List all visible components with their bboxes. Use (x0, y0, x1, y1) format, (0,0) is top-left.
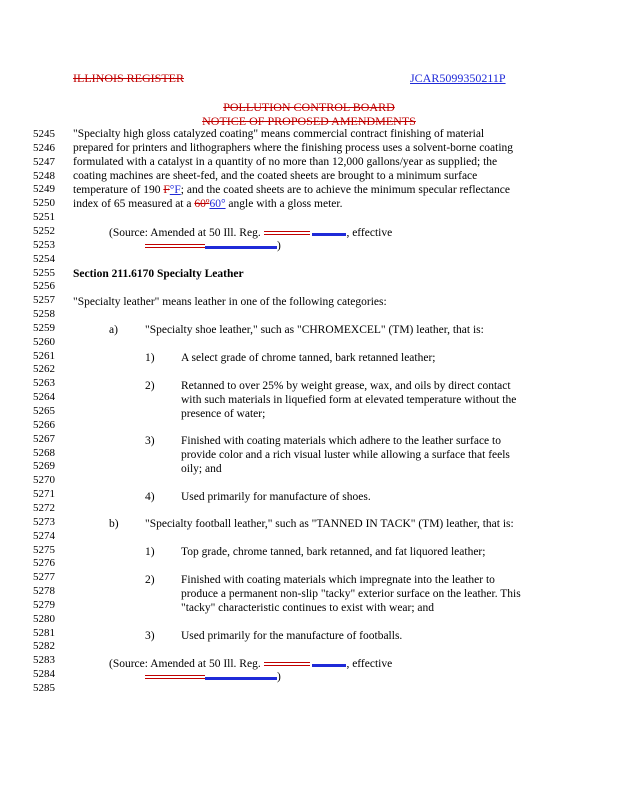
inserted-text: °F (169, 184, 181, 196)
subitem-text: Top grade, chrome tanned, bark retanned, and fat liquored leather; (181, 546, 486, 558)
line-number: 5258 (33, 308, 55, 321)
source-note (109, 227, 392, 240)
line-number: 5268 (33, 446, 55, 459)
subitem-label: 3) (145, 630, 155, 642)
line-number: 5270 (33, 474, 55, 487)
subitem-text: Used primarily for the manufacture of footballs. (181, 630, 403, 642)
deleted-blank (264, 231, 310, 235)
line-number: 5264 (33, 391, 55, 404)
source-text: (Source: Amended at 50 Ill. Reg. (109, 227, 261, 239)
line-number: 5271 (33, 488, 55, 501)
subitem-label: 2) (145, 380, 155, 392)
intro-text: "Specialty leather" means leather in one of the following categories: (73, 296, 387, 308)
subitem-text: provide color and a rich visual luster while allowing a surface that feels (181, 449, 510, 461)
register-title: ILLINOIS REGISTER (73, 71, 184, 85)
line-number: 5249 (33, 183, 55, 196)
inserted-text: 60° (209, 198, 226, 210)
para-line: coating machines are sheet-fed, and the coated sheets are brought to a minimum surface (73, 170, 478, 182)
deleted-blank (145, 244, 205, 248)
line-number: 5261 (33, 349, 55, 362)
section-heading: Section 211.6170 Specialty Leather (73, 268, 244, 280)
item-label: a) (109, 324, 118, 336)
subitem-text: Finished with coating materials which adhere to the leather surface to (181, 435, 501, 447)
board-title: POLLUTION CONTROL BOARD (223, 100, 395, 114)
subitem-text: presence of water; (181, 408, 266, 420)
source-close: ) (277, 240, 281, 252)
source-close: ) (277, 671, 281, 683)
para-line: prepared for printers and lithographers where the finishing process uses a solvent-borne coating (73, 142, 514, 154)
text-segment: angle with a gloss meter. (225, 198, 343, 210)
line-number: 5276 (33, 557, 55, 570)
line-number: 5275 (33, 543, 55, 556)
subitem-text: Retanned to over 25% by weight grease, wax, and oils by direct contact (181, 380, 511, 392)
line-number: 5267 (33, 432, 55, 445)
line-number: 5260 (33, 335, 55, 348)
line-number: 5259 (33, 321, 55, 334)
line-number: 5252 (33, 224, 55, 237)
line-number: 5262 (33, 363, 55, 376)
line-number: 5263 (33, 377, 55, 390)
text-segment: index of 65 measured at a (73, 198, 195, 210)
deleted-text: 60º (194, 198, 210, 210)
item-text: "Specialty football leather," such as "TANNED IN TACK" (TM) leather, that is: (145, 518, 514, 530)
deleted-blank (145, 675, 205, 679)
inserted-blank (312, 662, 346, 667)
subitem-label: 1) (145, 546, 155, 558)
para-line (73, 184, 510, 197)
line-number: 5247 (33, 155, 55, 168)
para-line (73, 198, 342, 211)
line-number: 5256 (33, 280, 55, 293)
line-number: 5277 (33, 571, 55, 584)
source-effective: , effective (346, 227, 393, 239)
line-number: 5269 (33, 460, 55, 473)
line-number: 5278 (33, 585, 55, 598)
deleted-text: F (163, 184, 170, 196)
subitem-text: oily; and (181, 463, 222, 475)
line-number: 5266 (33, 418, 55, 431)
line-number: 5273 (33, 515, 55, 528)
line-number: 5281 (33, 626, 55, 639)
item-label: b) (109, 518, 119, 530)
source-note-cont (145, 671, 281, 684)
line-number: 5246 (33, 141, 55, 154)
subitem-label: 3) (145, 435, 155, 447)
line-number: 5255 (33, 266, 55, 279)
line-number: 5272 (33, 501, 55, 514)
line-number: 5284 (33, 668, 55, 681)
subitem-text: Finished with coating materials which impregnate into the leather to (181, 574, 495, 586)
text-segment: temperature of 190 (73, 184, 164, 196)
source-effective: , effective (346, 658, 393, 670)
source-text: (Source: Amended at 50 Ill. Reg. (109, 658, 261, 670)
para-line: formulated with a catalyst in a quantity of no more than 12,000 gallons/year as supplied; the (73, 156, 498, 168)
line-number: 5274 (33, 529, 55, 542)
line-number: 5257 (33, 294, 55, 307)
para-line: "Specialty high gloss catalyzed coating" means commercial contract finishing of material (73, 128, 485, 140)
subitem-text: A select grade of chrome tanned, bark retanned leather; (181, 352, 436, 364)
subitem-text: produce a permanent non-slip "tacky" exterior surface on the leather. This (181, 588, 521, 600)
line-number: 5248 (33, 169, 55, 182)
line-number: 5245 (33, 128, 55, 140)
source-note-cont (145, 240, 281, 253)
subitem-text: with such materials in liquefied form at elevated temperature without the (181, 394, 517, 406)
text-segment: ; and the coated sheets are to achieve the minimum specular reflectance (180, 184, 510, 196)
item-text: "Specialty shoe leather," such as "CHROMEXCEL" (TM) leather, that is: (145, 324, 484, 336)
line-number: 5265 (33, 405, 55, 417)
subitem-text: Used primarily for manufacture of shoes. (181, 491, 371, 503)
line-number: 5280 (33, 612, 55, 625)
line-number: 5253 (33, 238, 55, 251)
inserted-blank (312, 231, 346, 236)
line-number: 5283 (33, 654, 55, 667)
subitem-text: "tacky" characteristic continues to exist with wear; and (181, 602, 435, 614)
inserted-blank (205, 244, 277, 249)
subitem-label: 4) (145, 491, 155, 503)
source-note (109, 658, 392, 671)
line-number: 5251 (33, 211, 55, 224)
subitem-label: 1) (145, 352, 155, 364)
line-number: 5282 (33, 640, 55, 653)
line-number: 5250 (33, 197, 55, 210)
document-code: JCAR5099350211P (410, 71, 506, 85)
notice-title: NOTICE OF PROPOSED AMENDMENTS (202, 114, 416, 128)
inserted-blank (205, 675, 277, 680)
line-number: 5285 (33, 682, 55, 694)
subitem-label: 2) (145, 574, 155, 586)
deleted-blank (264, 662, 310, 666)
line-number: 5254 (33, 252, 55, 265)
line-number: 5279 (33, 598, 55, 611)
